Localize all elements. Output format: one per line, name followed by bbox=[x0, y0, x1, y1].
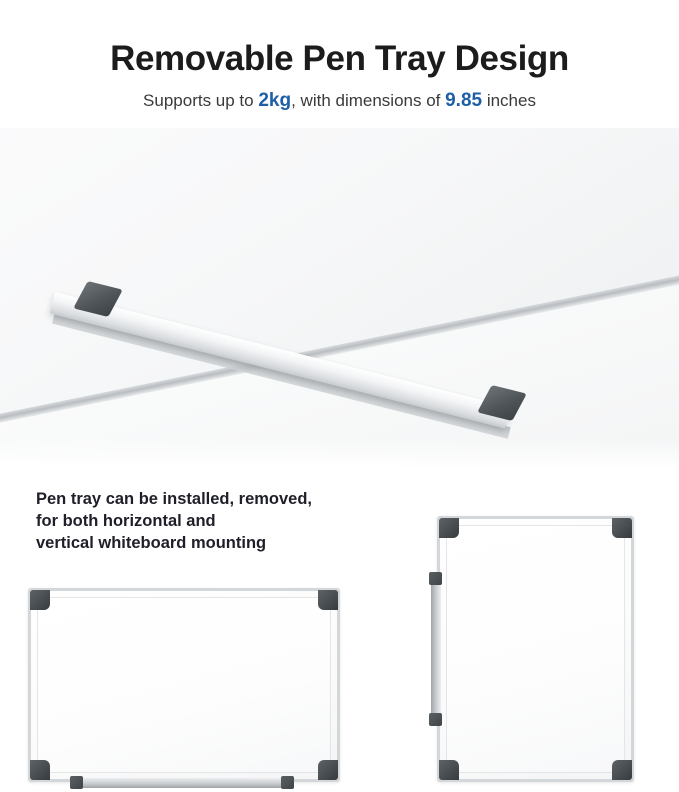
subtitle-length-value: 9.85 bbox=[445, 90, 483, 111]
corner-bracket-bottom-right bbox=[318, 760, 338, 780]
subtitle-suffix: inches bbox=[482, 91, 536, 110]
hero-product-photo bbox=[0, 128, 679, 478]
corner-bracket-bottom-left bbox=[30, 760, 50, 780]
header-section bbox=[0, 0, 679, 128]
corner-bracket-bottom-right bbox=[612, 760, 632, 780]
corner-bracket-top-right bbox=[612, 518, 632, 538]
horizontal-pen-tray bbox=[77, 778, 287, 788]
subtitle-middle: , with dimensions of bbox=[291, 91, 446, 110]
corner-bracket-top-left bbox=[439, 518, 459, 538]
caption-line-3: vertical whiteboard mounting bbox=[36, 534, 267, 552]
vertical-whiteboard-illustration bbox=[437, 516, 634, 782]
page-subtitle bbox=[0, 90, 679, 112]
subtitle-prefix: Supports up to bbox=[143, 91, 259, 110]
page-title: Removable Pen Tray Design bbox=[110, 39, 569, 78]
corner-bracket-bottom-left bbox=[439, 760, 459, 780]
caption-line-2: for both horizontal and bbox=[36, 512, 216, 530]
subtitle-weight-value: 2kg bbox=[258, 90, 292, 111]
horizontal-whiteboard-illustration bbox=[28, 588, 340, 782]
vertical-whiteboard-surface bbox=[446, 525, 625, 773]
corner-bracket-top-left bbox=[30, 590, 50, 610]
caption-line-1: Pen tray can be installed, removed, bbox=[36, 490, 313, 508]
mounting-caption bbox=[36, 488, 376, 554]
hero-fade-overlay bbox=[0, 438, 679, 478]
vertical-pen-tray bbox=[431, 579, 441, 719]
corner-bracket-top-right bbox=[318, 590, 338, 610]
horizontal-whiteboard-surface bbox=[37, 597, 331, 773]
